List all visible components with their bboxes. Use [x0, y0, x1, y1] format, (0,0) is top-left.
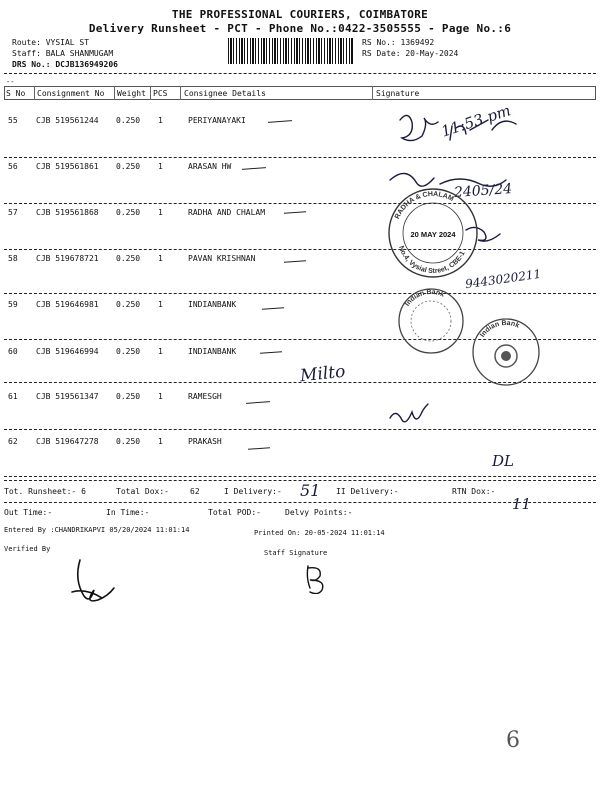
col-header: PCS [153, 89, 168, 98]
stamp-address: No.4, Vysial Street, CBE-1 [397, 245, 467, 276]
row-weight: 0.250 [116, 208, 141, 217]
col-header: S No [6, 89, 26, 98]
col-header: Weight [117, 89, 146, 98]
tick-mark [260, 351, 282, 354]
row-pcs: 1 [158, 300, 163, 309]
company-stamp [386, 186, 480, 280]
row-consignee: INDIANBANK [188, 347, 237, 356]
bank-seal-text: Indian Bank [404, 288, 446, 308]
bank-seal-text: Indian Bank [479, 319, 521, 339]
row-pcs: 1 [158, 116, 163, 125]
page-number-mark: 6 [506, 728, 520, 753]
bank-seal [470, 316, 542, 388]
row-pcs: 1 [158, 392, 163, 401]
rs-number: RS No.: 1369492 [362, 38, 435, 47]
col-header: Consignment No [37, 89, 105, 98]
row-consignee: PERIYANAYAKI [188, 116, 246, 125]
staff-signature-label: Staff Signature [264, 549, 328, 557]
row-consignee: RAMESGH [188, 392, 222, 401]
col-sep [180, 86, 181, 100]
ii-delivery-label: II Delivery:- [336, 487, 399, 496]
i-delivery-label: I Delivery:- [224, 487, 282, 496]
handwritten-dl: DL [492, 452, 514, 470]
row-consignment: CJB 519646994 [36, 347, 99, 356]
total-runsheet: Tot. Runsheet:- 6 [4, 487, 86, 496]
row-sno: 61 [8, 392, 18, 401]
handwritten-phone: 9443020211 [464, 266, 542, 292]
total-dox-value: 62 [190, 487, 200, 496]
tick-mark [284, 211, 306, 214]
tick-mark [284, 260, 306, 263]
divider [4, 73, 596, 74]
col-sep [114, 86, 115, 100]
verifier-signature [60, 552, 130, 612]
divider-mark: -- [6, 78, 15, 86]
row-weight: 0.250 [116, 392, 141, 401]
row-sno: 59 [8, 300, 18, 309]
row-sno: 62 [8, 437, 18, 446]
row-pcs: 1 [158, 208, 163, 217]
tick-mark [248, 447, 270, 450]
svg-text:Indian Bank [479, 320, 520, 339]
tick-mark [268, 120, 292, 123]
rtn-dox-value: 11 [512, 495, 532, 513]
total-pod-label: Total POD:- [208, 508, 261, 517]
row-weight: 0.250 [116, 254, 141, 263]
col-sep [34, 86, 35, 100]
divider [4, 502, 596, 503]
signature-scribble [390, 404, 428, 422]
bank-seal [396, 286, 466, 356]
row-pcs: 1 [158, 437, 163, 446]
handwritten-time: 11:53 pm [438, 101, 513, 141]
staff-signature [300, 562, 336, 594]
company-name: THE PROFESSIONAL COURIERS, COIMBATORE [171, 8, 429, 21]
col-header: Consignee Details [184, 89, 266, 98]
row-weight: 0.250 [116, 162, 141, 171]
entered-by: Entered By :CHANDRIKAPVI 05/20/2024 11:01:14 [4, 526, 190, 534]
row-consignee: RADHA AND CHALAM [188, 208, 266, 217]
tick-mark [262, 307, 284, 310]
row-consignee: ARASAN HW [188, 162, 232, 171]
col-sep [372, 86, 373, 100]
row-weight: 0.250 [116, 300, 141, 309]
row-consignment: CJB 519561347 [36, 392, 99, 401]
stamp-name: RADHA & CHALAM [393, 190, 455, 221]
out-time-label: Out Time:- [4, 508, 53, 517]
barcode [228, 38, 354, 64]
row-consignee: PRAKASH [188, 437, 222, 446]
handwritten-date: 2405/24 [453, 180, 513, 202]
route-label: Route: VYSIAL ST [12, 38, 90, 47]
row-sno: 55 [8, 116, 18, 125]
row-pcs: 1 [158, 254, 163, 263]
staff-label: Staff: BALA SHANMUGAM [12, 49, 114, 58]
row-weight: 0.250 [116, 116, 141, 125]
printed-on: Printed On: 20-05-2024 11:01:14 [254, 529, 385, 537]
drs-number: DRS No.: DCJB136949206 [12, 60, 118, 69]
stamp-date: 20 MAY 2024 [410, 230, 456, 239]
in-time-label: In Time:- [106, 508, 150, 517]
tick-mark [246, 401, 270, 404]
handwritten-milto: Milto [299, 361, 347, 387]
runsheet-title: Delivery Runsheet - PCT - Phone No.:0422-3505555 - Page No.:6 [88, 22, 512, 35]
row-sno: 57 [8, 208, 18, 217]
col-header: Signature [376, 89, 420, 98]
row-weight: 0.250 [116, 437, 141, 446]
row-sno: 56 [8, 162, 18, 171]
rtn-dox-label: RTN Dox:- [452, 487, 496, 496]
row-pcs: 1 [158, 162, 163, 171]
row-pcs: 1 [158, 347, 163, 356]
row-consignee: INDIANBANK [188, 300, 237, 309]
row-sno: 60 [8, 347, 18, 356]
signature-scribble [400, 115, 438, 140]
delvy-points-label: Delvy Points:- [285, 508, 353, 517]
total-dox-label: Total Dox:- [116, 487, 169, 496]
row-consignment: CJB 519647278 [36, 437, 99, 446]
rs-date: RS Date: 20-May-2024 [362, 49, 459, 58]
row-consignee: PAVAN KRISHNAN [188, 254, 256, 263]
tick-mark [242, 167, 266, 170]
row-consignment: CJB 519561244 [36, 116, 99, 125]
i-delivery-value: 51 [300, 481, 321, 500]
row-consignment: CJB 519646981 [36, 300, 99, 309]
row-sno: 58 [8, 254, 18, 263]
row-consignment: CJB 519561861 [36, 162, 99, 171]
row-weight: 0.250 [116, 347, 141, 356]
row-consignment: CJB 519678721 [36, 254, 99, 263]
verified-by-label: Verified By [4, 545, 51, 553]
row-consignment: CJB 519561868 [36, 208, 99, 217]
svg-text:Indian Bank [404, 289, 445, 308]
col-sep [150, 86, 151, 100]
